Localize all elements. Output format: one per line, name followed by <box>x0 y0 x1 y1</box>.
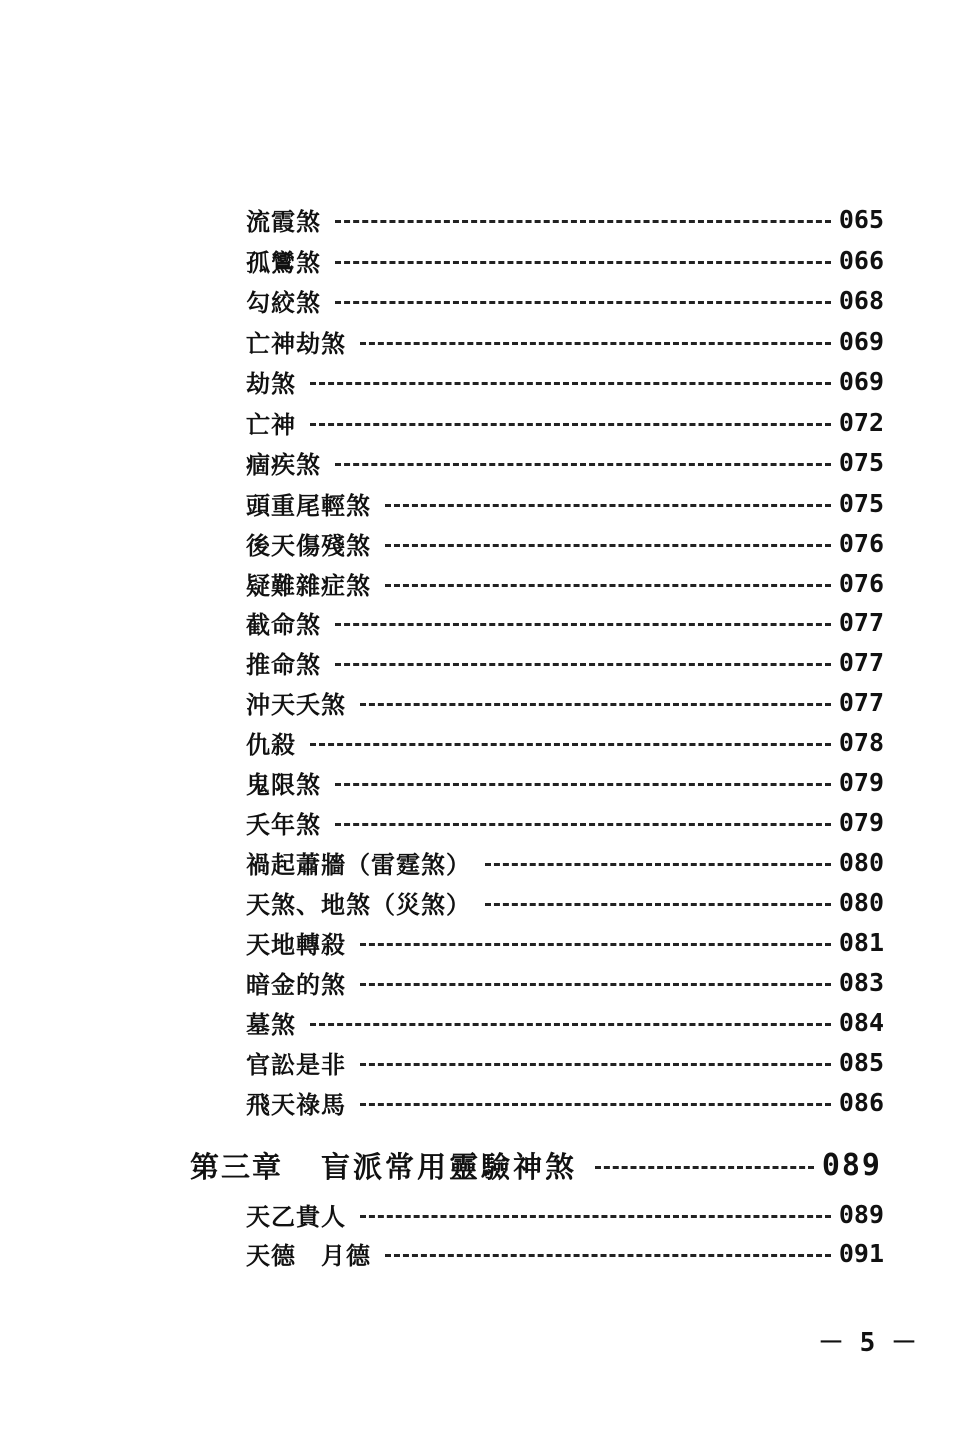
toc-entry-title: 流霞煞 <box>246 207 321 236</box>
dot-leader <box>485 903 831 906</box>
dot-leader <box>335 663 831 666</box>
toc-entry[interactable] <box>246 405 884 439</box>
toc-entry-page: 077 <box>838 607 884 637</box>
toc-entry[interactable] <box>246 845 884 879</box>
toc-entry-page: 076 <box>838 528 884 558</box>
toc-entry-page: 083 <box>838 967 884 997</box>
dot-leader <box>310 423 831 426</box>
dot-leader <box>360 1215 831 1218</box>
dot-leader <box>360 342 831 345</box>
toc-entry-page: 075 <box>838 447 884 477</box>
dot-leader <box>485 863 831 866</box>
toc-entry-page: 079 <box>838 807 884 837</box>
toc-entry-title: 截命煞 <box>246 610 321 639</box>
toc-entry[interactable] <box>246 1236 884 1270</box>
dot-leader <box>360 1103 831 1106</box>
toc-entry-page: 076 <box>838 568 884 598</box>
toc-entry[interactable] <box>246 1045 884 1079</box>
toc-entry-page: 068 <box>838 285 884 315</box>
toc-entry-page: 084 <box>838 1007 884 1037</box>
toc-entry-title: 夭年煞 <box>246 810 321 839</box>
toc-entry-title: 官訟是非 <box>246 1050 346 1079</box>
toc-entry-title: 鬼限煞 <box>246 770 321 799</box>
dot-leader <box>335 301 831 304</box>
toc-entry-page: 069 <box>838 326 884 356</box>
toc-entry-title: 頭重尾輕煞 <box>246 491 371 520</box>
toc-entry[interactable] <box>246 1085 884 1119</box>
toc-entry[interactable] <box>246 765 884 799</box>
toc-entry-page: 066 <box>838 245 884 275</box>
toc-entry-page: 069 <box>838 366 884 396</box>
dot-leader <box>335 261 831 264</box>
dot-leader <box>335 463 831 466</box>
dot-leader <box>310 382 831 385</box>
toc-entry[interactable] <box>246 566 884 600</box>
toc-entry-page: 081 <box>838 927 884 957</box>
toc-entry[interactable] <box>246 1005 884 1039</box>
toc-entry-title: 天德 月德 <box>246 1241 371 1270</box>
dot-leader <box>335 220 831 223</box>
toc-entry-title: 天地轉殺 <box>246 930 346 959</box>
page-number: － 5 － <box>818 1328 917 1358</box>
toc-entry-page: 065 <box>838 204 884 234</box>
toc-entry-title: 仇殺 <box>246 730 296 759</box>
toc-entry-page: 078 <box>838 727 884 757</box>
chapter-number: 第三章 <box>190 1149 284 1184</box>
toc-entry-title: 孤鸞煞 <box>246 248 321 277</box>
toc-entry[interactable] <box>246 202 884 236</box>
toc-entry-title: 痼疾煞 <box>246 450 321 479</box>
dot-leader <box>310 1023 831 1026</box>
toc-entry-title: 勾絞煞 <box>246 288 321 317</box>
toc-entry-title: 劫煞 <box>246 369 296 398</box>
dot-leader <box>360 983 831 986</box>
toc-entry[interactable] <box>246 526 884 560</box>
toc-entry-page: 085 <box>838 1047 884 1077</box>
toc-entry[interactable] <box>246 486 884 520</box>
dot-leader <box>385 584 831 587</box>
toc-entry[interactable] <box>246 243 884 277</box>
toc-entry-page: 077 <box>838 647 884 677</box>
chapter-title: 盲派常用靈驗神煞 <box>321 1149 578 1184</box>
toc-entry[interactable] <box>246 364 884 398</box>
toc-entry-title: 天乙貴人 <box>246 1202 346 1231</box>
toc-entry-page: 086 <box>838 1087 884 1117</box>
dot-leader <box>360 1063 831 1066</box>
toc-entry-title: 後天傷殘煞 <box>246 531 371 560</box>
toc-entry-page: 075 <box>838 488 884 518</box>
toc-entry[interactable] <box>246 725 884 759</box>
toc-entry[interactable] <box>246 685 884 719</box>
dot-leader <box>385 504 831 507</box>
toc-entry[interactable] <box>246 283 884 317</box>
toc-entry[interactable] <box>246 445 884 479</box>
dot-leader <box>360 703 831 706</box>
toc-entry[interactable] <box>246 925 884 959</box>
dot-leader <box>310 743 831 746</box>
toc-entry[interactable] <box>246 965 884 999</box>
toc-entry-title: 亡神 <box>246 410 296 439</box>
toc-entry-title: 沖天夭煞 <box>246 690 346 719</box>
toc-entry[interactable] <box>246 324 884 358</box>
dot-leader <box>385 1254 831 1257</box>
toc-entry-page: 080 <box>838 847 884 877</box>
toc-entry-title: 疑難雜症煞 <box>246 571 371 600</box>
dot-leader <box>385 544 831 547</box>
toc-entry-title: 禍起蕭牆（雷霆煞） <box>246 850 471 879</box>
dot-leader <box>595 1166 814 1169</box>
toc-entry[interactable] <box>246 805 884 839</box>
toc-entry-page: 080 <box>838 887 884 917</box>
toc-chapter-heading[interactable] <box>190 1145 882 1185</box>
chapter-page: 089 <box>821 1147 882 1183</box>
toc-entry-page: 072 <box>838 407 884 437</box>
toc-entry-title: 飛天祿馬 <box>246 1090 346 1119</box>
toc-entry-title: 亡神劫煞 <box>246 329 346 358</box>
toc-entry[interactable] <box>246 885 884 919</box>
dot-leader <box>335 783 831 786</box>
toc-entry-page: 091 <box>838 1238 884 1268</box>
toc-entry[interactable] <box>246 1197 884 1231</box>
toc-entry-title: 暗金的煞 <box>246 970 346 999</box>
toc-entry[interactable] <box>246 605 884 639</box>
dot-leader <box>335 623 831 626</box>
toc-entry-page: 089 <box>838 1199 884 1229</box>
toc-entry-page: 077 <box>838 687 884 717</box>
toc-entry[interactable] <box>246 645 884 679</box>
toc-entry-title: 天煞、地煞（災煞） <box>246 890 471 919</box>
toc-entry-page: 079 <box>838 767 884 797</box>
dot-leader <box>360 943 831 946</box>
toc-entry-title: 推命煞 <box>246 650 321 679</box>
toc-entry-title: 墓煞 <box>246 1010 296 1039</box>
dot-leader <box>335 823 831 826</box>
